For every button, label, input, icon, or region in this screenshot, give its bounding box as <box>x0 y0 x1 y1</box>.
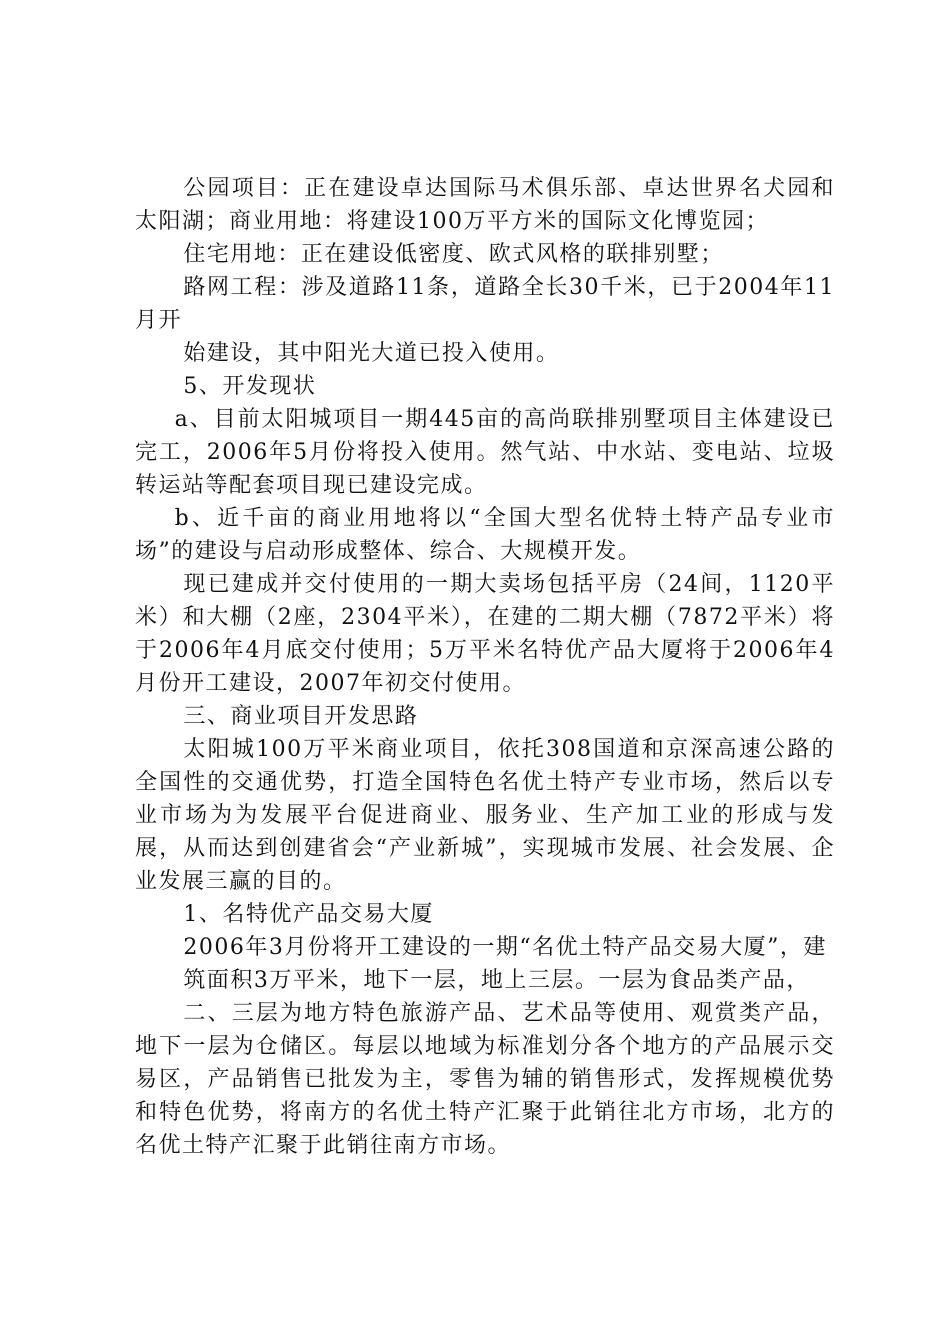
paragraph-market-phase: 现已建成并交付使用的一期大卖场包括平房（24间，1120平米）和大棚（2座，2304平米），在建的二期大棚（7872平米）将于2006年4月底交付使用；5万平米名特优产品大厦将于2006年4月份开工建设，2007年初交付使用。 <box>135 572 835 696</box>
paragraph-trade-building: 2006年3月份将开工建设的一期“名优土特产品交易大厦”，建 <box>183 935 827 960</box>
paragraph-commercial-ideas: 太阳城100万平米商业项目，依托308国道和京深高速公路的全国性的交通优势，打造全国特色名优土特产专业市场，然后以专业市场为为发展平台促进商业、服务业、生产加工业的形成与发展，从而达到创建省会“产业新城”，实现城市发展、社会发展、企业发展三赢的目的。 <box>135 737 835 894</box>
document-body <box>135 172 835 1162</box>
paragraph-status-a: a、目前太阳城项目一期445亩的高尚联排别墅项目主体建设已完工，2006年5月份将投入使用。然气站、中水站、变电站、垃圾转运站等配套项目现已建设完成。 <box>135 407 835 498</box>
paragraph-road-network: 路网工程：涉及道路11条，道路全长30千米，已于2004年11月开 <box>135 275 835 333</box>
paragraph-residential-land: 住宅用地：正在建设低密度、欧式风格的联排别墅； <box>183 242 724 267</box>
paragraph-trade-building-floors: 二、三层为地方特色旅游产品、艺术品等使用、观赏类产品，地下一层为仓储区。每层以地域为标准划分各个地方的产品展示交易区，产品销售已批发为主，零售为辅的销售形式，发挥规模优势和特色优势，将南方的名优土特产汇聚于此销往北方市场，北方的名优土特产汇聚于此销往南方市场。 <box>135 1001 835 1158</box>
heading-commercial-ideas: 三、商业项目开发思路 <box>183 704 419 729</box>
paragraph-park-project: 公园项目：正在建设卓达国际马术俱乐部、卓达世界名犬园和太阳湖；商业用地：将建设100万平方米的国际文化博览园； <box>135 176 835 234</box>
heading-development-status: 5、开发现状 <box>183 374 317 399</box>
paragraph-trade-building-cont: 筑面积3万平米，地下一层，地上三层。一层为食品类产品， <box>183 968 810 993</box>
paragraph-road-network-cont: 始建设，其中阳光大道已投入使用。 <box>183 341 560 366</box>
paragraph-status-b: b、近千亩的商业用地将以“全国大型名优特土特产品专业市场”的建设与启动形成整体、综合、大规模开发。 <box>135 506 835 564</box>
heading-trade-building: 1、名特优产品交易大厦 <box>183 902 434 927</box>
